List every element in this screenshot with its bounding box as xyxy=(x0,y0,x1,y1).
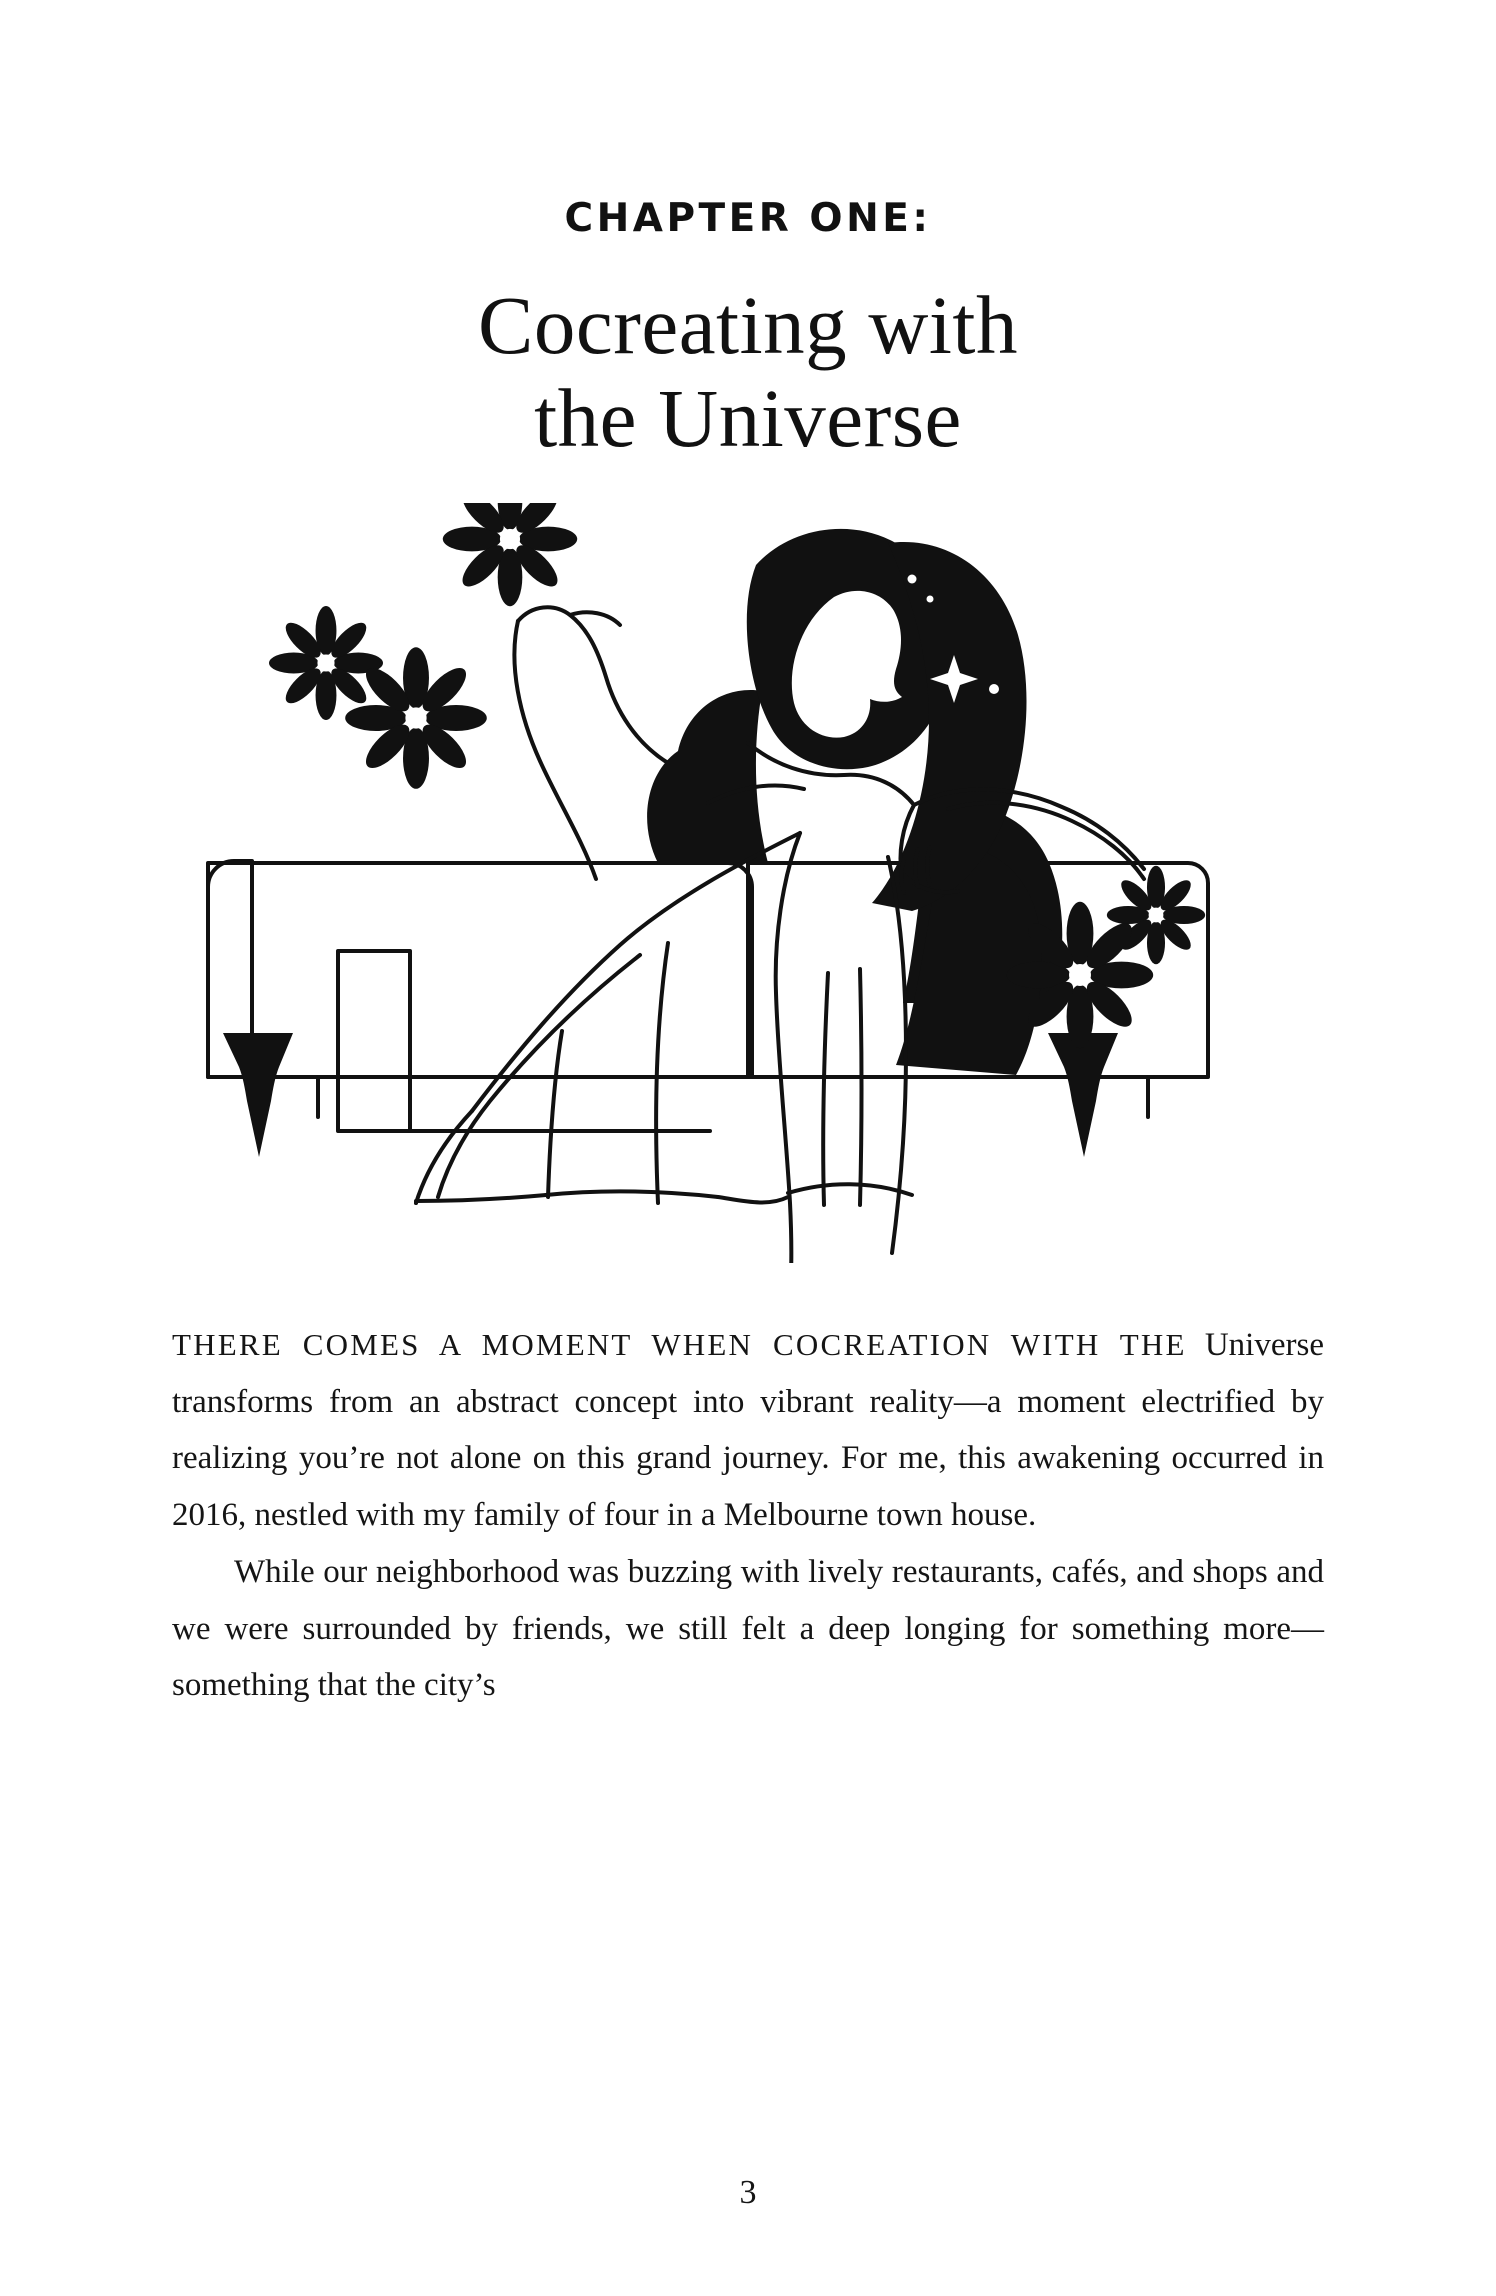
paragraph-1-lead: THERE COMES A MOMENT WHEN COCREATION WITH THE xyxy=(172,1326,1187,1362)
page-number: 3 xyxy=(739,2174,757,2211)
body-text xyxy=(172,1317,1324,1714)
paragraph-1-rest: Universe transforms from an abstract concept into vibrant reality—a moment electrified by realizing you’re not alone on this grand journey. For me, this awakening occurred in 2016, nestled with my family of four in a Melbourne town house. xyxy=(172,1326,1324,1534)
woman-on-sofa-with-flowers-illustration xyxy=(188,503,1308,1263)
paragraph-1 xyxy=(172,1317,1324,1544)
paragraph-2: While our neighborhood was buzzing with lively restaurants, cafés, and shops and we were surrounded by friends, we still felt a deep longing for something more—something that the city’s xyxy=(172,1553,1324,1704)
book-page xyxy=(0,196,1496,2296)
page-title xyxy=(0,279,1496,465)
chapter-title-line-2: the Universe xyxy=(534,371,962,464)
chapter-label: CHAPTER ONE: xyxy=(564,196,932,241)
chapter-title-line-1: Cocreating with xyxy=(478,279,1018,371)
